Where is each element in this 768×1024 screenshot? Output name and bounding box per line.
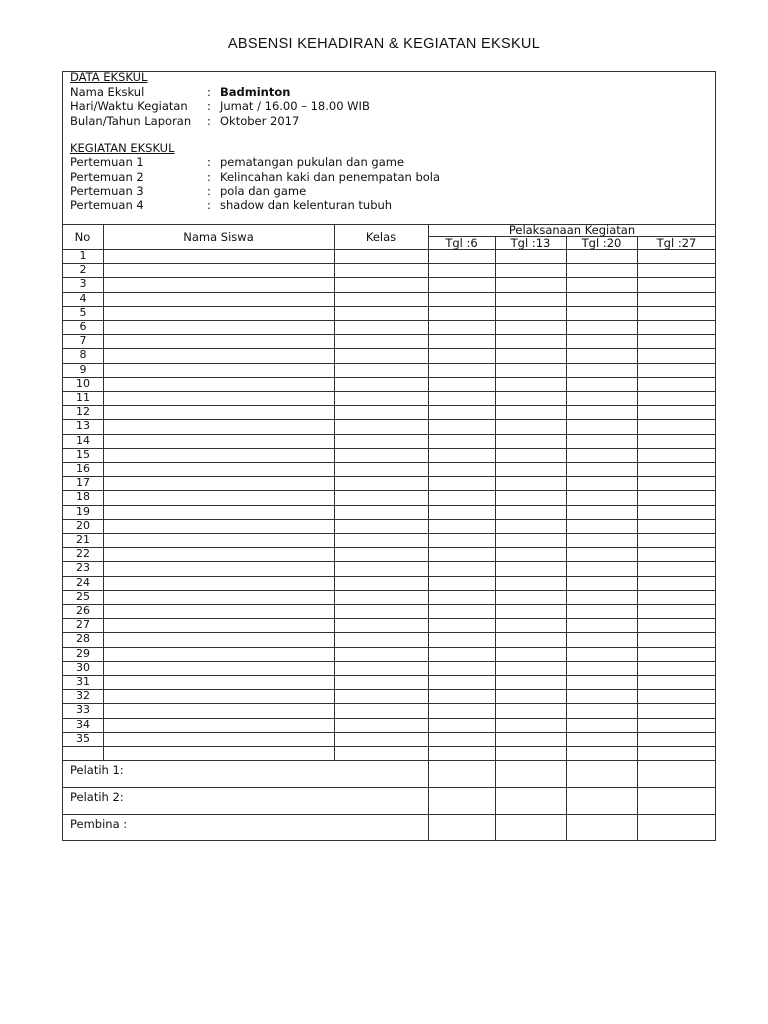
row-number: 8 (79, 348, 87, 362)
table-row-line (62, 618, 716, 619)
data-ekskul-row-label: Nama Ekskul (70, 85, 145, 99)
row-number: 12 (76, 405, 90, 419)
row-number: 10 (76, 376, 90, 390)
table-row-line (62, 505, 716, 506)
table-row-line (62, 348, 716, 349)
table-row-line (62, 760, 716, 761)
kegiatan-row-label: Pertemuan 2 (70, 170, 144, 184)
table-row-line (62, 576, 716, 577)
row-number: 18 (76, 490, 90, 504)
signature-label-3: Pembina : (70, 817, 128, 832)
row-number: 9 (79, 362, 87, 376)
table-row-line (62, 519, 716, 520)
column-divider (428, 224, 429, 841)
row-number: 29 (76, 646, 90, 660)
row-number: 11 (76, 391, 90, 404)
table-row-line (62, 462, 716, 463)
table-row-line (62, 547, 716, 548)
column-header-kelas: Kelas (365, 230, 397, 244)
table-row-line (62, 703, 716, 704)
row-number: 32 (76, 689, 90, 703)
kegiatan-row-row (70, 170, 440, 184)
row-number: 23 (76, 561, 90, 575)
table-row-line (62, 391, 716, 392)
row-number: 22 (76, 547, 90, 561)
kegiatan-row-value: pematangan pukulan dan game (220, 155, 405, 169)
data-ekskul-row-row (70, 114, 299, 128)
kegiatan-row-value: shadow dan kelenturan tubuh (220, 198, 393, 212)
data-ekskul-row-separator: : (207, 85, 211, 99)
date-header-2: Tgl :13 (510, 236, 551, 250)
page-title: ABSENSI KEHADIRAN & KEGIATAN EKSKUL (227, 36, 541, 52)
table-row-line (62, 490, 716, 491)
kegiatan-row-separator: : (207, 198, 211, 212)
column-header-no: No (74, 230, 91, 244)
kegiatan-row-value: pola dan game (220, 184, 307, 198)
signature-label-2: Pelatih 2: (70, 790, 124, 805)
table-row-line (62, 263, 716, 264)
table-row-line (62, 689, 716, 690)
kegiatan-row-row (70, 198, 392, 212)
table-row-line (62, 363, 716, 364)
table-row-line (62, 604, 716, 605)
table-row-line (62, 334, 716, 335)
row-number: 16 (76, 462, 90, 475)
table-row-line (62, 732, 716, 733)
table-row-line (62, 647, 716, 648)
signature-line (62, 814, 716, 815)
row-number: 19 (76, 504, 90, 518)
date-header-3: Tgl :20 (581, 236, 622, 250)
column-header-nama-siswa: Nama Siswa (183, 230, 254, 244)
table-row-line (62, 561, 716, 562)
row-number: 2 (79, 263, 87, 277)
kegiatan-row-row (70, 155, 404, 169)
kegiatan-row-separator: : (207, 170, 211, 184)
table-row-line (62, 292, 716, 293)
data-ekskul-row-separator: : (207, 114, 211, 128)
data-ekskul-row-label: Hari/Waktu Kegiatan (70, 99, 188, 113)
row-number: 1 (79, 249, 87, 262)
table-row-line (62, 405, 716, 406)
table-row-line (62, 419, 716, 420)
row-number: 34 (76, 717, 90, 731)
column-divider (566, 236, 567, 841)
signature-line (62, 787, 716, 788)
row-number: 17 (76, 476, 90, 490)
row-number: 35 (76, 731, 90, 745)
table-row-line (62, 533, 716, 534)
date-header-4: Tgl :27 (656, 236, 697, 250)
row-number: 3 (79, 277, 87, 291)
kegiatan-row-row (70, 184, 306, 198)
table-row-line (62, 746, 716, 747)
row-number: 27 (76, 618, 90, 632)
row-number: 30 (76, 660, 90, 674)
data-ekskul-heading: DATA EKSKUL (70, 70, 148, 84)
table-row-line (62, 277, 716, 278)
row-number: 6 (79, 320, 87, 333)
column-header-pelaksanaan: Pelaksanaan Kegiatan (508, 223, 636, 237)
row-number: 15 (76, 447, 90, 461)
row-number: 21 (76, 533, 90, 546)
kegiatan-heading: KEGIATAN EKSKUL (70, 141, 175, 155)
kegiatan-row-label: Pertemuan 3 (70, 184, 144, 198)
kegiatan-row-label: Pertemuan 1 (70, 155, 144, 169)
row-number: 20 (76, 518, 90, 532)
row-number: 13 (76, 419, 90, 433)
data-ekskul-row-value: Badminton (220, 85, 291, 99)
data-ekskul-row-value: Oktober 2017 (220, 114, 300, 128)
row-number: 25 (76, 589, 90, 603)
data-ekskul-row-row (70, 99, 370, 113)
table-row-line (62, 632, 716, 633)
kegiatan-row-separator: : (207, 155, 211, 169)
data-ekskul-row-value: Jumat / 16.00 – 18.00 WIB (220, 99, 370, 113)
column-divider (334, 224, 335, 760)
row-number: 33 (76, 703, 90, 717)
data-ekskul-row-label: Bulan/Tahun Laporan (70, 114, 192, 128)
table-row-line (62, 448, 716, 449)
table-row-line (62, 675, 716, 676)
row-number: 24 (76, 575, 90, 589)
kegiatan-row-label: Pertemuan 4 (70, 198, 144, 212)
kegiatan-row-value: Kelincahan kaki dan penempatan bola (220, 170, 441, 184)
table-row-line (62, 434, 716, 435)
row-number: 5 (79, 305, 87, 319)
row-number: 14 (76, 433, 90, 447)
column-divider (103, 224, 104, 760)
table-row-line (62, 718, 716, 719)
column-divider (637, 236, 638, 841)
data-ekskul-row-separator: : (207, 99, 211, 113)
row-number: 7 (79, 334, 87, 348)
column-divider (495, 236, 496, 841)
row-number: 26 (76, 604, 90, 617)
table-row-line (62, 590, 716, 591)
table-row-line (62, 306, 716, 307)
row-number: 28 (76, 632, 90, 646)
kegiatan-row-separator: : (207, 184, 211, 198)
data-ekskul-row-row (70, 85, 290, 99)
date-header-1: Tgl :6 (445, 236, 478, 250)
table-row-line (62, 661, 716, 662)
table-row-line (62, 377, 716, 378)
row-number: 4 (79, 291, 87, 305)
table-row-line (62, 320, 716, 321)
table-row-line (62, 476, 716, 477)
signature-label-1: Pelatih 1: (70, 763, 124, 778)
row-number: 31 (76, 675, 90, 688)
